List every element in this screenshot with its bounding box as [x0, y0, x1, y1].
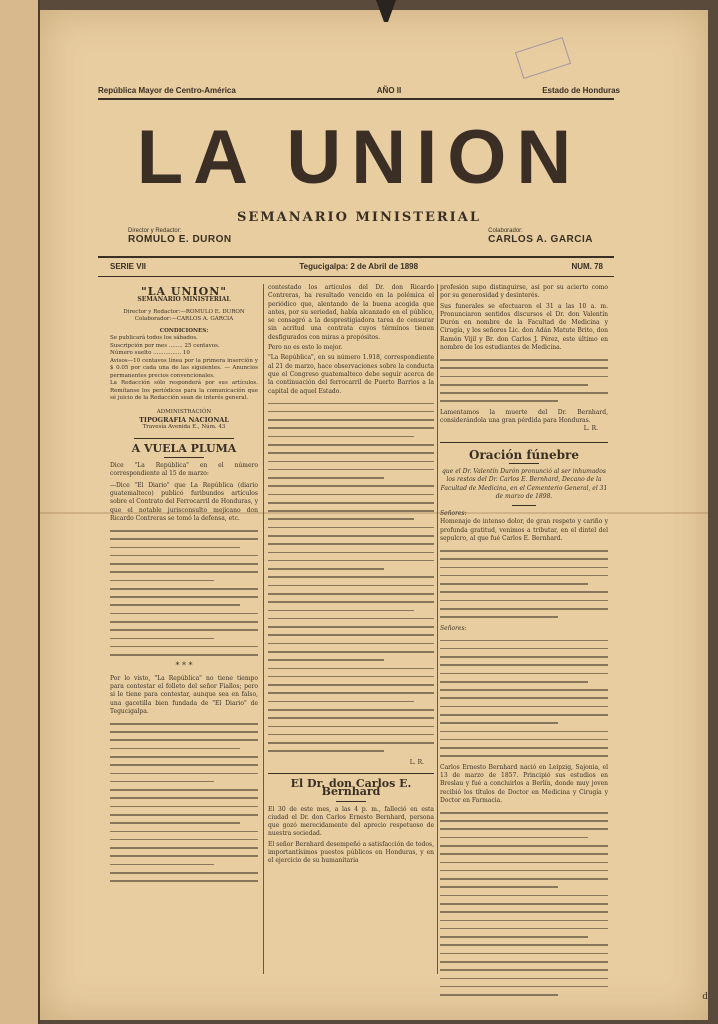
- article-paragraph: Por lo visto, "La República" no tiene tiempo para contestar el folleto del señor Fiallos; pero si le tiene para contestar, aunque sea en falso, una gacetilla bien fundada de "El Diario" de Tegucigalpa.: [110, 674, 258, 715]
- article-paragraph: El 30 de este mes, a las 4 p. m., falleció en esta ciudad el Dr. don Carlos Ernesto Bernhard, persona que gozó merecidamente del aprecio respetuoso de nuestra sociedad.: [268, 805, 434, 838]
- adjacent-page-edge: [0, 0, 40, 1024]
- oration-note: que el Dr. Valentín Durón pronunció al ser inhumados los restos del Dr. Carlos E. Bernhard, Decano de la Facultad de Medicina, en el Cementerio General, el 31 de marzo de 1898.: [440, 467, 608, 500]
- box-title: "LA UNION": [141, 285, 227, 298]
- conditions-heading: CONDICIONES:: [159, 327, 209, 334]
- article-paragraph: Lamentamos la muerte del Dr. Bernhard, considerándola una gran pérdida para Honduras.: [440, 408, 608, 425]
- newspaper-subtitle: SEMANARIO MINISTERIAL: [237, 210, 481, 225]
- article-intro: Dice "La República" en el número correspondiente al 15 de marzo:: [110, 462, 258, 478]
- conditions-line: Número suelto ................ 10: [110, 350, 190, 357]
- greeting: Señores:: [440, 624, 467, 632]
- top-rule: [98, 98, 614, 100]
- issue-number: NUM. 78: [571, 262, 603, 271]
- printer-address: Travesía Avenida E., Núm. 43: [142, 424, 226, 431]
- box-divider: [134, 438, 234, 439]
- text-block: [440, 550, 608, 618]
- issue-rule-bottom: [98, 276, 614, 277]
- column-separator-1: [263, 284, 264, 974]
- right-motto: Estado de Honduras: [542, 86, 620, 95]
- conditions-line: Se publicará todos los sábados.: [110, 335, 198, 342]
- article-paragraph: profesión supo distinguirse, así por su acierto como por su generosidad y desinterés.: [440, 284, 608, 300]
- dateline: Tegucigalpa: 2 de Abril de 1898: [299, 262, 419, 271]
- signature: L. R.: [583, 425, 598, 433]
- obituary-title: El Dr. don Carlos E. Bernhard: [290, 776, 412, 799]
- article-paragraph: "La República", en su número 1.918, correspondiente al 21 de marzo, hace observaciones sobre la conducta que el Congreso guatemalteco debe seguir acerca de la continuación del ferrocarril de Puerto Barrios a la capital de aquel Estado.: [268, 354, 434, 395]
- page-corner-mark: d: [702, 992, 708, 1002]
- conditions-line: Suscripción por mes ........ 25 centavos.: [110, 342, 220, 349]
- issue-row: [110, 262, 603, 271]
- article-paragraph: Pero no es esto lo mejor.: [268, 344, 343, 352]
- box-director: Director y Redactor:—ROMULO E. DURON: [123, 308, 245, 315]
- article-paragraph: El señor Bernhard desempeñó a satisfacción de todos, importantísimos puestos públicos en Honduras, y en el ejercicio de su humanitaria: [268, 840, 434, 865]
- text-block: [110, 723, 258, 882]
- masthead-top-row: [98, 86, 620, 95]
- article-paragraph: —Dice "El Diario" que La República (diario guatemalteco) publicó furibundos artículos sobre el Contrato del Ferrocarril de Honduras, y que el notable jurisconsulto mejicano don Ricardo Contreras se tomó la defensa, etc.: [110, 481, 258, 522]
- column-1: [110, 284, 258, 906]
- issue-rule-top: [98, 256, 614, 258]
- box-subtitle: SEMANARIO MINISTERIAL: [137, 296, 231, 304]
- article-paragraph: Homenaje de intenso dolor, de gran respeto y cariño y profunda gratitud, venimos a tributar, en el dintel del sepulcro, al que fué Carlos E. Bernhard.: [440, 518, 608, 543]
- section-divider: * * *: [175, 661, 193, 671]
- collaborator-block: [488, 228, 593, 245]
- printer-label: ADMINISTRACIÓN: [156, 408, 212, 415]
- printer-name: TIPOGRAFIA NACIONAL: [139, 416, 229, 425]
- collaborator-name: CARLOS A. GARCIA: [488, 234, 593, 245]
- year-label: AÑO II: [376, 86, 402, 95]
- article-paragraph: contestado los artículos del Dr. don Ricardo Contreras, ha resultado vencido en la polémica el periódico que, alentando de la buena acogida que antes, por su seriedad, había alcanzado en el público, se consagró a la desprestigiadora tarea de censurar sin acritud una contrata cuyos términos tienen desfigurados con miras a propósitos.: [268, 284, 434, 341]
- text-block: [440, 812, 608, 996]
- text-block: [110, 530, 258, 656]
- director-block: [128, 228, 232, 245]
- director-label: Director y Redactor:: [128, 228, 182, 234]
- text-block: [440, 640, 608, 758]
- text-block: [268, 403, 434, 752]
- collaborator-label: Colaborador:: [488, 228, 523, 234]
- article-divider: [440, 442, 608, 443]
- column-separator-2: [437, 284, 438, 974]
- title-divider: [509, 463, 539, 464]
- article-title: A VUELA PLUMA: [131, 441, 237, 455]
- title-divider: [164, 457, 204, 458]
- article-divider: [268, 773, 434, 774]
- column-2: [268, 284, 434, 1004]
- series-label: SERIE VII: [110, 262, 147, 271]
- conditions-line: La Redacción sólo responderá por sus artículos. Remítanse los periódicos para la comunicación que sé juicio de la Redacción sean de interés general.: [110, 380, 258, 402]
- title-divider: [336, 801, 366, 802]
- conditions-line: Avisos—10 centavos línea por la primera inserción y $ 0.05 por cada una de las siguientes. — Anuncios permanentes precios convencionales.: [110, 357, 258, 379]
- box-collaborator: Colaborador:—CARLOS A. GARCIA: [134, 316, 234, 323]
- greeting: Señores:: [440, 510, 467, 518]
- note-divider: [512, 505, 536, 506]
- left-motto: República Mayor de Centro-América: [98, 86, 236, 95]
- column-3: [440, 284, 608, 1004]
- text-block: [440, 359, 608, 402]
- oration-title: Oración fúnebre: [469, 447, 579, 462]
- article-paragraph: Sus funerales se efectuaron el 31 a las 10 a. m. Pronunciaron sentidos discursos el Dr. don Valentín Durón en nombre de la Facultad de Medicina y Cirugía, y los señores Lic. don Adán Matute Brito, don Ramón Vijil y Br. don Carlos J. Pérez, este último en nombre de los estudiantes de Medicina.: [440, 302, 608, 352]
- director-name: ROMULO E. DURON: [128, 234, 232, 245]
- newspaper-title: LA UNION: [136, 115, 582, 200]
- signature: L. R.: [409, 758, 424, 766]
- article-paragraph: Carlos Ernesto Bernhard nació en Leipzig, Sajonia, el 13 de marzo de 1857. Principió sus estudios en Breslau y fué a concluirlos a Berlín, donde muy joven recibió los títulos de Doctor en Medicina y Cirugía y Doctor en Farmacia.: [440, 763, 608, 804]
